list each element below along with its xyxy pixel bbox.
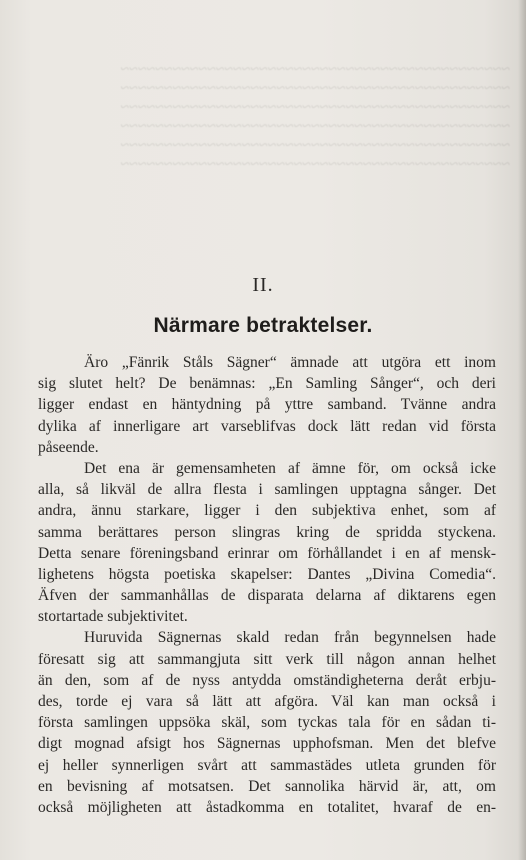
text-line: lighetens högsta poetiska skapelser: Dantes „Divina Comedia“. [38, 565, 496, 583]
text-line: Äro „Fänrik Ståls Sägner“ ämnade att utgöra ett inom [84, 354, 496, 371]
text-line: Huruvida Sägnernas skald redan från begynnelsen hade [84, 629, 496, 647]
text-line: ligger endast en häntydning på yttre samband. Tvänne andra [38, 396, 496, 414]
paragraph-2 [38, 458, 496, 628]
text-line: Äfven der sammanhållas de disparata delarna af diktarens egen [38, 587, 496, 605]
text-line: första samlingen uppsöka skäl, som tyckas tala för en sådan ti- [38, 714, 496, 732]
show-through-text: ~~~~~~~~~~~~~~~~~~~~~~~~~~~~~~~~~~~~~~~~~~~~~ ~~~~~~~~~~~~~~~~~~~~~~~~~~~~~~~~~~~~~~~~~~~~~ ~~~~~~~~~~~~~~~~~~~~~~~~~~~~~~~~~~~~~~~~~~~~~ ~~~~~~~~~~~~~~~~~~~~~~~~~~~~~~~~~~~~~~~~~~~~~ ~~~~~~~~~~~~~~~~~~~~~~~~~~~~~~~~~~~~~~~~~~~~~ ~~~~~~~~~~~~~~~~~~~~~~~~~~~~~~~~~~~~~~~~~~~~~ [120, 61, 510, 173]
paragraph-3 [38, 627, 496, 818]
text-line: alla, så likväl de allra flesta i samlingen upptagna sånger. Det [38, 481, 496, 499]
text-line: ej heller synnerligen svårt att sammastädes utleta grunden för [38, 756, 496, 774]
chapter-number: II. [252, 274, 274, 296]
text-line: digt mognad afsigt hos Sägnernas upphofsman. Men det blefve [38, 735, 496, 753]
body-text [38, 352, 496, 818]
text-line: dylika af innerligare art varseblifvas dock lätt redan vid första [38, 417, 496, 435]
paragraph-1 [38, 352, 496, 458]
chapter-title: Närmare betraktelser. [153, 314, 373, 337]
text-line: än den, som af de nyss antydda omständigheterna deråt erbju- [38, 671, 496, 689]
text-line: också möjligheten att åstadkomma en totalitet, hvaraf de en- [38, 798, 496, 816]
text-line: sig slutet helt? De benämnas: „En Samling Sånger“, och deri [38, 375, 496, 393]
text-line: andra, ännu starkare, ligger i den subjektiva enhet, som af [38, 502, 496, 520]
text-line: en bevisning af motsatsen. Det sannolika härvid är, att, om [38, 777, 496, 795]
text-line: påseende. [38, 438, 99, 456]
text-line: föresatt sig att sammangjuta sitt verk till någon annan helhet [38, 650, 496, 668]
text-line: des, torde ej vara så lätt att afgöra. Väl kan man också i [38, 693, 496, 710]
text-line: Detta senare föreningsband erinrar om förhållandet i en af mensk- [38, 544, 496, 562]
text-line: Det ena är gemensamheten af ämne för, om också icke [84, 459, 496, 477]
text-line: samma berättares person slingras kring de spridda styckena. [38, 523, 496, 541]
text-line: stortartade subjektivitet. [38, 608, 188, 626]
page-edge-shadow [518, 0, 526, 860]
